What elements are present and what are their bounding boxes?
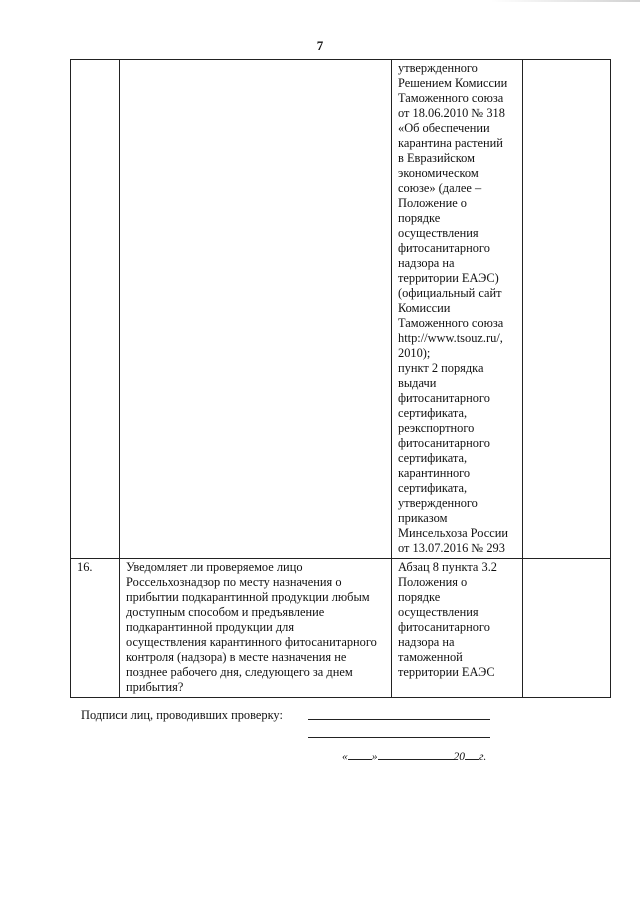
reference-line: фитосанитарного [398, 620, 490, 634]
reference-line: утвержденного [398, 496, 478, 510]
reference-line: порядке [398, 590, 441, 604]
reference-line: выдачи [398, 376, 437, 390]
reference-line: надзора на [398, 635, 455, 649]
question-line: прибытия? [126, 680, 184, 694]
signature-date [342, 749, 486, 763]
reference-line: таможенной [398, 650, 463, 664]
question-line: прибытии подкарантинной продукции любым [126, 590, 370, 604]
reference-line: утвержденного [398, 61, 478, 75]
reference-line: сертификата, [398, 406, 468, 420]
reference-line: в Евразийском [398, 151, 475, 165]
scan-edge-mark [490, 0, 640, 2]
reference-line: Положения о [398, 575, 468, 589]
reference-line: Абзац 8 пункта 3.2 [398, 560, 498, 574]
year-suffix: г. [479, 751, 487, 763]
reference-line: приказом [398, 511, 448, 525]
date-open-quote: « [342, 751, 348, 763]
reference-line: 2010); [398, 346, 431, 360]
table-row [71, 60, 611, 559]
answer-cell [523, 559, 611, 698]
reference-line: Минсельхоза России [398, 526, 509, 540]
row-number: 16. [77, 560, 93, 574]
question-line: Россельхознадзор по месту назначения о [126, 575, 342, 589]
reference-line: карантина растений [398, 136, 503, 150]
reference-line: «Об обеспечении [398, 121, 490, 135]
question-line: контроля (надзора) в месте назначения не [126, 650, 347, 664]
reference-line: Положение о [398, 196, 468, 210]
answer-cell [523, 60, 611, 559]
reference-cell [392, 60, 523, 559]
question-line: подкарантинной продукции для [126, 620, 295, 634]
reference-line: сертификата, [398, 451, 468, 465]
question-cell [120, 60, 392, 559]
day-blank [348, 749, 372, 760]
reference-line: Таможенного союза [398, 91, 504, 105]
reference-line: надзора на [398, 256, 455, 270]
signatures-label: Подписи лиц, проводивших проверку: [81, 708, 283, 722]
question-line: осуществления карантинного фитосанитарного [126, 635, 377, 649]
question-line: Уведомляет ли проверяемое лицо [126, 560, 303, 574]
month-blank [378, 749, 454, 760]
page-number: 7 [316, 38, 324, 53]
reference-line: от 18.06.2010 № 318 [398, 106, 505, 120]
reference-line: территории ЕАЭС [398, 665, 495, 679]
question-line: доступным способом и предъявление [126, 605, 325, 619]
reference-line: сертификата, [398, 481, 468, 495]
reference-line: Комиссии [398, 301, 451, 315]
reference-line: экономическом [398, 166, 479, 180]
reference-line: порядке [398, 211, 441, 225]
reference-line: союзе» (далее – [398, 181, 482, 195]
checklist-table [70, 59, 611, 698]
reference-line: осуществления [398, 226, 479, 240]
reference-cell [392, 559, 523, 698]
year-prefix: 20 [453, 751, 465, 763]
row-number-cell [71, 559, 120, 698]
reference-line: (официальный сайт [398, 286, 502, 300]
reference-line: фитосанитарного [398, 241, 490, 255]
reference-line: от 13.07.2016 № 293 [398, 541, 505, 555]
reference-line: Таможенного союза [398, 316, 504, 330]
reference-line: территории ЕАЭС) [398, 271, 499, 285]
reference-line: карантинного [398, 466, 471, 480]
reference-line: осуществления [398, 605, 479, 619]
date-close-quote: » [371, 751, 378, 763]
reference-line: пункт 2 порядка [398, 361, 484, 375]
question-cell [120, 559, 392, 698]
reference-line: фитосанитарного [398, 436, 490, 450]
row-number-cell [71, 60, 120, 559]
signature-line [308, 737, 490, 738]
reference-line: Решением Комиссии [398, 76, 508, 90]
reference-line: реэкспортного [398, 421, 475, 435]
year-blank [465, 749, 479, 760]
reference-line: http://www.tsouz.ru/, [398, 331, 503, 345]
table-row [71, 559, 611, 698]
reference-line: фитосанитарного [398, 391, 490, 405]
signature-line [308, 719, 490, 720]
question-line: позднее рабочего дня, следующего за днем [126, 665, 353, 679]
